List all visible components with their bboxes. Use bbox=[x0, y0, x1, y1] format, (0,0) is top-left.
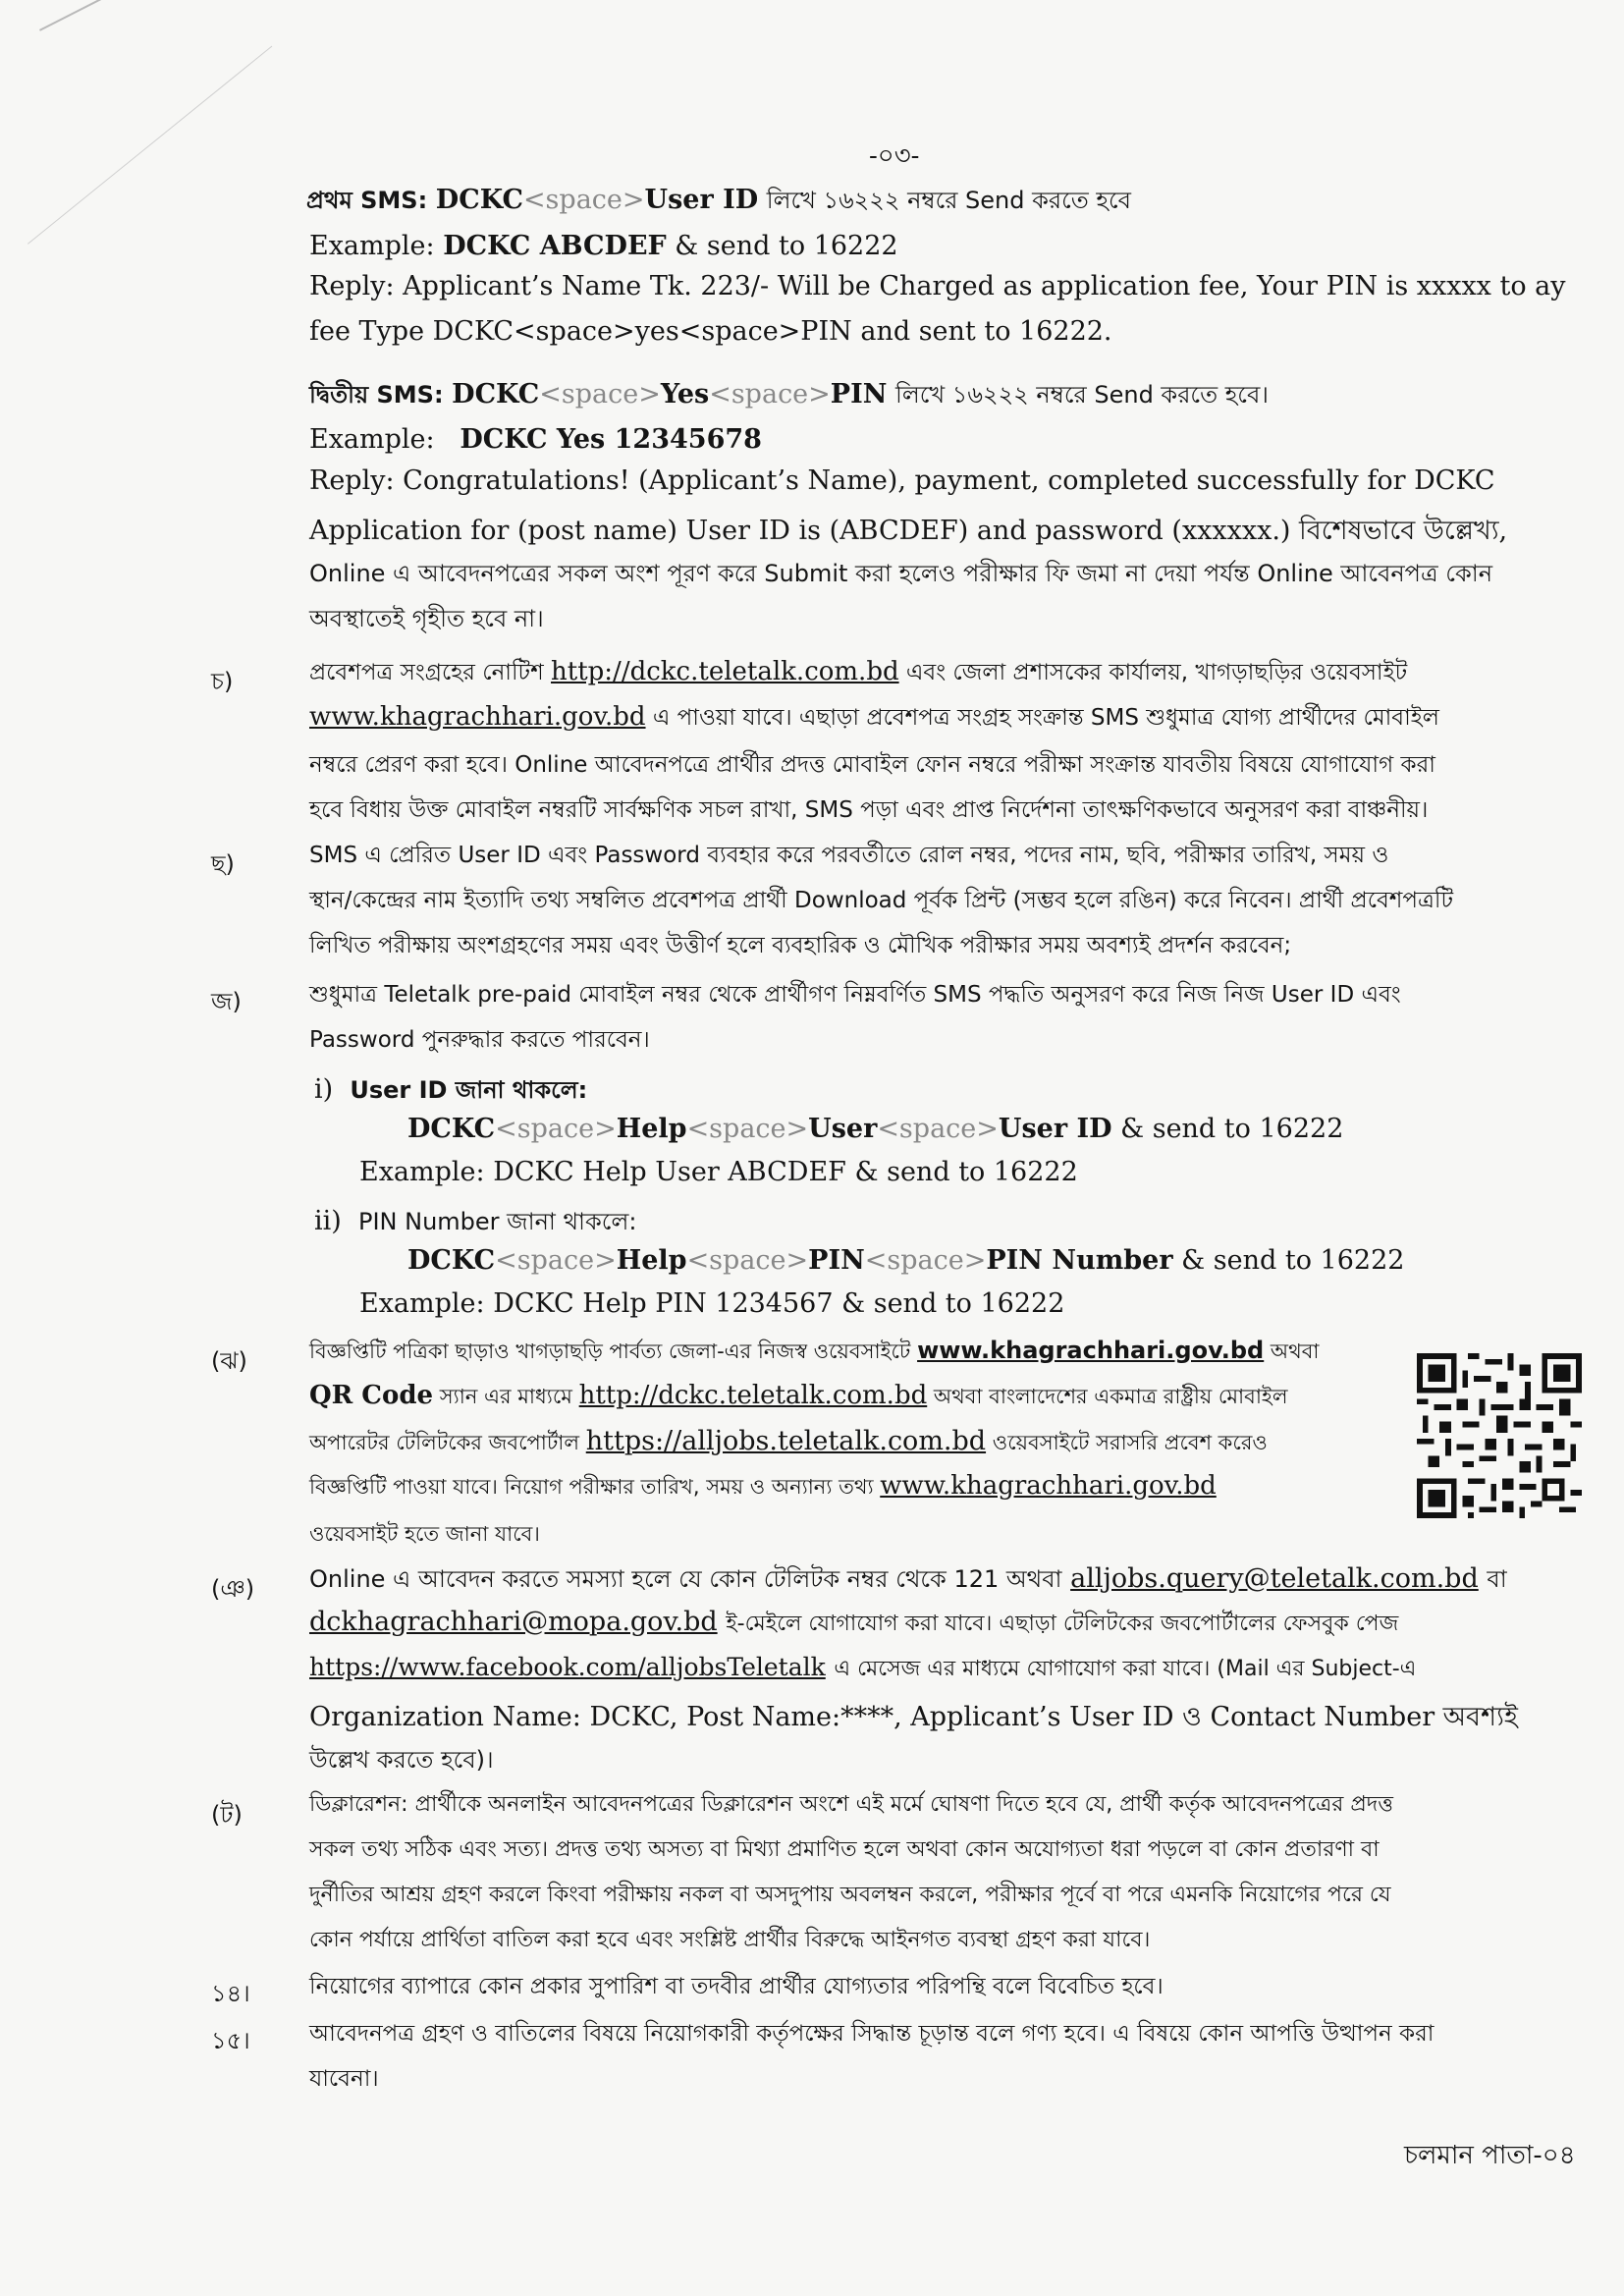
dckc-teletalk-link[interactable]: http://dckc.teletalk.com.bd bbox=[578, 1381, 928, 1410]
sms-second-line bbox=[309, 377, 1269, 416]
item-nya-line bbox=[309, 1561, 1507, 1601]
page-number: -০৩- bbox=[869, 141, 920, 171]
sms-first-reply-2: fee Type DCKC<space>yes<space>PIN and sent to 16222. bbox=[309, 316, 1112, 347]
sms-pin-number: PIN Number bbox=[986, 1245, 1173, 1276]
item-marker: ছ) bbox=[211, 850, 235, 878]
sub-item-number: i) bbox=[314, 1074, 334, 1105]
item-jha-line bbox=[309, 1471, 1217, 1505]
item-cha-line: নম্বরে প্রেরণ করা হবে। Online আবেদনপত্রে প্রার্থীর প্রদত্ত মোবাইল ফোন নম্বরে পরীক্ষা সংক্রান্ত যাবতীয় বিষয়ে যোগাযোগ করা bbox=[309, 752, 1435, 778]
alljobs-query-email[interactable]: alljobs.query@teletalk.com.bd bbox=[1070, 1563, 1479, 1594]
item-text: ই-মেইলে যোগাযোগ করা যাবে। এছাড়া টেলিটকের জবপোর্টালের ফেসবুক পেজ bbox=[726, 1612, 1399, 1636]
sms-cmd: DCKC bbox=[407, 1114, 496, 1144]
item-marker: ১৪। bbox=[211, 1980, 250, 2007]
item-text: অথবা bbox=[1270, 1339, 1320, 1363]
example-tail: & send to 16222 bbox=[675, 231, 898, 261]
item-text: এ মেসেজ এর মাধ্যমে যোগাযোগ করা যাবে। (Mail এর Subject-এ bbox=[834, 1657, 1417, 1681]
item-nya-line: Organization Name: DCKC, Post Name:****, Applicant’s User ID ও Contact Number অবশ্যই bbox=[309, 1702, 1518, 1732]
qr-code-icon[interactable] bbox=[1416, 1353, 1583, 1518]
item-text: অপারেটর টেলিটকের জবপোর্টাল bbox=[309, 1431, 580, 1454]
sub-item-label: PIN Number জানা থাকলে: bbox=[357, 1208, 637, 1235]
dckc-teletalk-link[interactable]: http://dckc.teletalk.com.bd bbox=[551, 657, 899, 686]
item-text: স্যান এর মাধ্যমে bbox=[439, 1385, 572, 1408]
sms-space: <space> bbox=[709, 379, 831, 410]
item-chha-line: SMS এ প্রেরিত User ID এবং Password ব্যবহার করে পরবর্তীতে রোল নম্বর, পদের নাম, ছবি, পরীক্ষার তারিখ, সময় ও bbox=[309, 843, 1389, 868]
sms-first-reply-1: Reply: Applicant’s Name Tk. 223/- Will be Charged as application fee, Your PIN is xxxxx to ay bbox=[309, 271, 1566, 301]
sms-second-label: দ্বিতীয় SMS: bbox=[309, 381, 444, 409]
item-text: Online এ আবেদন করতে সমস্যা হলে যে কোন টেলিটক নম্বর থেকে 121 অথবা bbox=[309, 1565, 1062, 1593]
item-jha-line bbox=[309, 1426, 1268, 1461]
item-cha-line bbox=[309, 699, 1439, 738]
sms-cmd: DCKC bbox=[435, 185, 523, 215]
sms-first-label: প্রথম SMS: bbox=[306, 187, 428, 214]
item-ta-line: কোন পর্যায়ে প্রার্থিতা বাতিল করা হবে এবং সংশ্লিষ্ট প্রার্থীর বিরুদ্ধে আইনগত ব্যবস্থা গ্রহণ করা যাবে। bbox=[309, 1928, 1151, 1952]
command-tail: & send to 16222 bbox=[1120, 1114, 1344, 1144]
sms-yes: Yes bbox=[660, 379, 710, 410]
sms-second-reply: অবস্থাতেই গৃহীত হবে না। bbox=[309, 605, 544, 632]
item-jha-line bbox=[309, 1336, 1320, 1370]
item-cha-line: হবে বিধায় উক্ত মোবাইল নম্বরটি সার্বক্ষণিক সচল রাখা, SMS পড়া এবং প্রাপ্ত নির্দেশনা তাৎক্ষণিকভাবে অনুসরণ করা বাঞ্চনীয়। bbox=[309, 797, 1429, 823]
item-text: বিজ্ঞপ্তিটি পাওয়া যাবে। নিয়োগ পরীক্ষার তারিখ, সময় ও অন্যান্য তথ্য bbox=[309, 1475, 874, 1499]
example-label: Example: bbox=[309, 231, 435, 261]
item-marker: চ) bbox=[211, 668, 234, 695]
sms-userid: User ID bbox=[998, 1114, 1112, 1144]
item-ja-line: শুধুমাত্র Teletalk pre-paid মোবাইল নম্বর থেকে প্রার্থীগণ নিম্নবর্ণিত SMS পদ্ধতি অনুসরণ করে নিজ নিজ User ID এবং bbox=[309, 982, 1401, 1008]
sms-help: Help bbox=[616, 1114, 687, 1144]
sms-cmd: DCKC bbox=[452, 379, 540, 410]
example-label: Example: bbox=[309, 424, 435, 455]
item-text: বিজ্ঞপ্তিটি পত্রিকা ছাড়াও খাগড়াছড়ি পার্বত্য জেলা-এর নিজস্ব ওয়েবসাইটে bbox=[309, 1339, 911, 1363]
sms-second-reply: Reply: Congratulations! (Applicant’s Name), payment, completed successfully for DCKC bbox=[309, 465, 1495, 496]
item-text: এ পাওয়া যাবে। এছাড়া প্রবেশপত্র সংগ্রহ সংক্রান্ত SMS শুধুমাত্র যোগ্য প্রার্থীদের মোবাইল bbox=[652, 705, 1439, 731]
item-marker: ১৫। bbox=[211, 2027, 250, 2054]
item-jha-line bbox=[309, 1381, 1288, 1415]
running-page-label: চলমান পাতা-০৪ bbox=[1404, 2141, 1576, 2170]
sub-item-ii-example: Example: DCKC Help PIN 1234567 & send to 16222 bbox=[359, 1288, 1065, 1319]
item-nya-line: উল্লেখ করতে হবে)। bbox=[309, 1746, 494, 1774]
example-value: DCKC Yes 12345678 bbox=[460, 424, 762, 455]
sms-instruction: লিখে ১৬২২২ নম্বরে Send করতে হবে bbox=[766, 187, 1132, 214]
item-ta-line: দুর্নীতির আশ্রয় গ্রহণ করলে কিংবা পরীক্ষায় নকল বা অসদুপায় অবলম্বন করলে, পরীক্ষার পূর্বে বা পরে এমনকি নিয়োগের পরে যে bbox=[309, 1883, 1391, 1907]
command-tail: & send to 16222 bbox=[1181, 1245, 1405, 1276]
sms-second-reply: Application for (post name) User ID is (ABCDEF) and password (xxxxxx.) বিশেষভাবে উল্লেখ্য, bbox=[309, 516, 1508, 546]
item-marker: (ঞ) bbox=[211, 1575, 255, 1603]
sms-space: <space> bbox=[686, 1114, 809, 1144]
sms-first-line bbox=[306, 183, 1131, 222]
khagrachhari-link[interactable]: www.khagrachhari.gov.bd bbox=[917, 1337, 1265, 1364]
item-ja-line: Password পুনরুদ্ধার করতে পারবেন। bbox=[309, 1027, 650, 1053]
sms-space: <space> bbox=[864, 1245, 987, 1276]
sub-item-number: ii) bbox=[314, 1206, 342, 1236]
item-text: বা bbox=[1487, 1565, 1507, 1593]
qr-code-label: QR Code bbox=[309, 1381, 434, 1410]
sub-item-i bbox=[314, 1072, 587, 1112]
sub-item-i-example: Example: DCKC Help User ABCDEF & send to 16222 bbox=[359, 1157, 1078, 1187]
dc-email[interactable]: dckhagrachhari@mopa.gov.bd bbox=[309, 1607, 718, 1637]
sms-cmd: DCKC bbox=[407, 1245, 496, 1276]
paper-crease bbox=[39, 0, 302, 31]
item-ta-line: সকল তথ্য সঠিক এবং সত্য। প্রদত্ত তথ্য অসত্য বা মিথ্যা প্রমাণিত হলে অথবা কোন অযোগ্যতা ধরা পড়লে বা কোন প্রতারণা বা bbox=[309, 1837, 1380, 1862]
item-text: এবং জেলা প্রশাসকের কার্যালয়, খাগড়াছড়ির ওয়েবসাইট bbox=[905, 660, 1408, 685]
sub-item-ii-command bbox=[407, 1245, 1404, 1276]
item-text: অথবা বাংলাদেশের একমাত্র রাষ্ট্রীয় মোবাইল bbox=[933, 1385, 1288, 1408]
sms-first-example bbox=[309, 231, 898, 261]
item-ta-line: ডিক্লারেশন: প্রার্থীকে অনলাইন আবেদনপত্রের ডিক্লারেশন অংশে এই মর্মে ঘোষণা দিতে হবে যে, প্রার্থী কর্তৃক আবেদনপত্রের প্রদত্ত bbox=[309, 1792, 1394, 1817]
sms-user: User bbox=[808, 1114, 878, 1144]
example-value: DCKC ABCDEF bbox=[443, 231, 667, 261]
sub-item-i-command bbox=[407, 1114, 1343, 1144]
sub-item-ii bbox=[314, 1204, 636, 1243]
sms-space: <space> bbox=[495, 1114, 617, 1144]
sms-space: <space> bbox=[686, 1245, 809, 1276]
paper-crease bbox=[27, 46, 272, 245]
sms-space: <space> bbox=[539, 379, 661, 410]
sms-space: <space> bbox=[522, 185, 645, 215]
item-marker: (ঝ) bbox=[211, 1347, 247, 1375]
item-marker: (ট) bbox=[211, 1801, 243, 1829]
sms-space: <space> bbox=[877, 1114, 999, 1144]
item-15-line: যাবেনা। bbox=[309, 2066, 379, 2092]
item-jha-line: ওয়েবসাইট হতে জানা যাবে। bbox=[309, 1522, 540, 1546]
sms-pin: PIN bbox=[830, 379, 888, 410]
facebook-link[interactable]: https://www.facebook.com/alljobsTeletalk bbox=[309, 1653, 826, 1681]
item-14-line: নিয়োগের ব্যাপারে কোন প্রকার সুপারিশ বা তদবীর প্রার্থীর যোগ্যতার পরিপন্থি বলে বিবেচিত হবে। bbox=[309, 1974, 1164, 1999]
item-chha-line: লিখিত পরীক্ষায় অংশগ্রহণের সময় এবং উত্তীর্ণ হলে ব্যবহারিক ও মৌখিক পরীক্ষার সময় অবশ্যই প্রদর্শন করবেন; bbox=[309, 933, 1292, 958]
item-text: ওয়েবসাইটে সরাসরি প্রবেশ করেও bbox=[992, 1431, 1268, 1454]
item-marker: জ) bbox=[211, 988, 242, 1015]
sms-instruction: লিখে ১৬২২২ নম্বরে Send করতে হবে। bbox=[895, 381, 1269, 409]
item-chha-line: স্থান/কেন্দ্রের নাম ইত্যাদি তথ্য সম্বলিত প্রবেশপত্র প্রার্থী Download পূর্বক প্রিন্ট (সম্ভব হলে রঙিন) করে নিবেন। প্রার্থী প্রবেশপত্রটি bbox=[309, 888, 1453, 913]
sms-help: Help bbox=[616, 1245, 687, 1276]
item-15-line: আবেদনপত্র গ্রহণ ও বাতিলের বিষয়ে নিয়োগকারী কর্তৃপক্ষের সিদ্ধান্ত চূড়ান্ত বলে গণ্য হবে। এ বিষয়ে কোন আপত্তি উত্থাপন করা bbox=[309, 2021, 1435, 2047]
sms-pin: PIN bbox=[808, 1245, 865, 1276]
sms-field: User ID bbox=[644, 185, 759, 215]
sms-space: <space> bbox=[495, 1245, 617, 1276]
khagrachhari-link[interactable]: www.khagrachhari.gov.bd bbox=[880, 1471, 1217, 1501]
alljobs-link[interactable]: https://alljobs.teletalk.com.bd bbox=[585, 1426, 987, 1456]
item-text: প্রবেশপত্র সংগ্রহের নোটিশ bbox=[309, 660, 544, 685]
sms-second-reply: Online এ আবেদনপত্রের সকল অংশ পূরণ করে Submit করা হলেও পরীক্ষার ফি জমা না দেয়া পর্যন্ত Online আবেনপত্র কোন bbox=[309, 560, 1493, 587]
item-nya-line bbox=[309, 1652, 1416, 1688]
khagrachhari-link[interactable]: www.khagrachhari.gov.bd bbox=[309, 702, 646, 732]
item-cha-line bbox=[309, 654, 1407, 692]
sub-item-label: User ID জানা থাকলে: bbox=[350, 1076, 588, 1104]
sms-second-example bbox=[309, 424, 762, 455]
item-nya-line bbox=[309, 1607, 1398, 1643]
